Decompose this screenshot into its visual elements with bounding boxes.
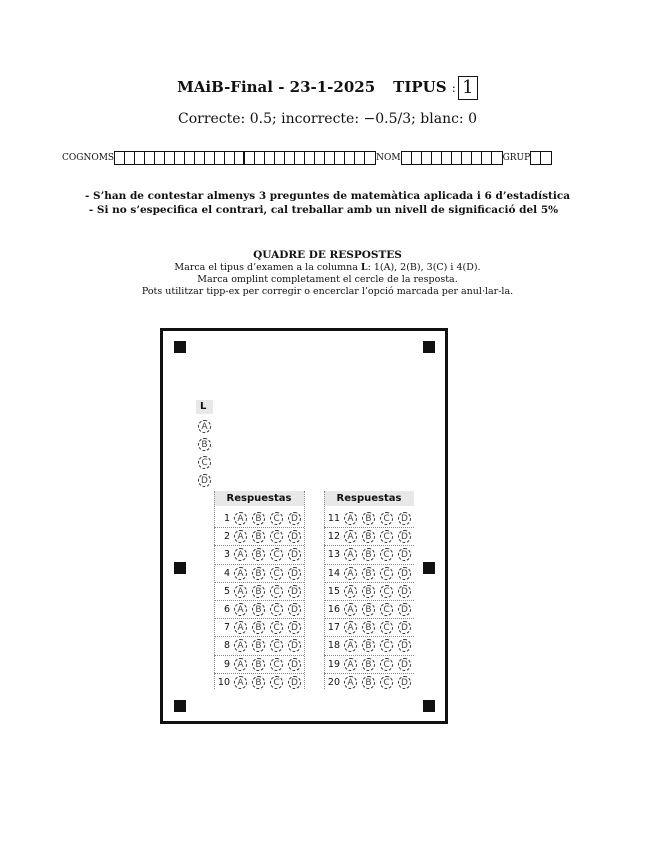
question-3-option-c-bubble[interactable]: C: [270, 548, 283, 561]
nom-char-box[interactable]: [462, 152, 472, 164]
question-19-option-b-bubble[interactable]: B: [362, 658, 375, 671]
question-2-option-b-bubble[interactable]: B: [252, 530, 265, 543]
nom-char-box[interactable]: [442, 152, 452, 164]
question-16-option-a-bubble[interactable]: A: [344, 603, 357, 616]
cog-char-box[interactable]: [255, 152, 265, 164]
cog-char-box[interactable]: [185, 152, 195, 164]
question-10-option-b-bubble[interactable]: B: [252, 676, 265, 689]
question-6-option-c-bubble[interactable]: C: [270, 603, 283, 616]
question-4-option-d-bubble[interactable]: D: [288, 567, 301, 580]
question-4-option-c-bubble[interactable]: C: [270, 567, 283, 580]
cog-char-box[interactable]: [355, 152, 365, 164]
cog-char-box[interactable]: [315, 152, 325, 164]
question-12-option-d-bubble[interactable]: D: [398, 530, 411, 543]
question-4-option-a-bubble[interactable]: A: [234, 567, 247, 580]
question-2-option-c-bubble[interactable]: C: [270, 530, 283, 543]
cog-char-box[interactable]: [115, 152, 125, 164]
question-number: 7: [223, 622, 230, 634]
rule-2: - Si no s’especifica el contrari, cal treballar amb un nivell de significació del 5%: [88, 204, 559, 216]
l-option-d-bubble[interactable]: D: [198, 474, 211, 487]
rules: [0, 189, 655, 217]
registration-mark-middle-left: [174, 562, 186, 574]
question-9-option-c-bubble[interactable]: C: [270, 658, 283, 671]
question-13-option-c-bubble[interactable]: C: [380, 548, 393, 561]
question-1-option-c-bubble[interactable]: C: [270, 512, 283, 525]
row-separator: [324, 636, 414, 637]
cog-char-box[interactable]: [245, 152, 255, 164]
question-13-option-a-bubble[interactable]: A: [344, 548, 357, 561]
question-7-option-b-bubble[interactable]: B: [252, 621, 265, 634]
question-number: 18: [327, 640, 340, 652]
question-12-option-c-bubble[interactable]: C: [380, 530, 393, 543]
cog-char-box[interactable]: [305, 152, 315, 164]
question-20-option-b-bubble[interactable]: B: [362, 676, 375, 689]
row-separator: [214, 618, 304, 619]
answer-sheet: [160, 328, 448, 724]
question-number: 2: [223, 531, 230, 543]
instruction-1-suffix: : 1(A), 2(B), 3(C) i 4(D).: [367, 262, 481, 273]
question-6-option-d-bubble[interactable]: D: [288, 603, 301, 616]
question-5-option-b-bubble[interactable]: B: [252, 585, 265, 598]
instruction-2: Marca omplint completament el cercle de la resposta.: [197, 274, 458, 285]
cog-char-box[interactable]: [335, 152, 345, 164]
question-17-option-d-bubble[interactable]: D: [398, 621, 411, 634]
nom-char-box[interactable]: [432, 152, 442, 164]
question-1-option-b-bubble[interactable]: B: [252, 512, 265, 525]
grup-label: GRUP: [502, 153, 531, 163]
question-18-option-a-bubble[interactable]: A: [344, 639, 357, 652]
cog-char-box[interactable]: [215, 152, 225, 164]
instruction-1-prefix: Marca el tipus d’examen a la columna: [174, 262, 361, 273]
grup-char-box[interactable]: [531, 152, 541, 164]
question-number: 3: [223, 549, 230, 561]
question-6-option-a-bubble[interactable]: A: [234, 603, 247, 616]
question-20-option-d-bubble[interactable]: D: [398, 676, 411, 689]
registration-mark-bottom-left: [174, 700, 186, 712]
question-18-option-d-bubble[interactable]: D: [398, 639, 411, 652]
question-17-option-c-bubble[interactable]: C: [380, 621, 393, 634]
question-number: 6: [223, 604, 230, 615]
question-5-option-d-bubble[interactable]: D: [288, 585, 301, 598]
nom-char-box[interactable]: [482, 152, 492, 164]
nom-label: NOM: [376, 153, 401, 163]
question-18-option-c-bubble[interactable]: C: [380, 639, 393, 652]
question-10-option-a-bubble[interactable]: A: [234, 676, 247, 689]
cog-char-box[interactable]: [265, 152, 275, 164]
cog-char-box[interactable]: [165, 152, 175, 164]
question-15-option-d-bubble[interactable]: D: [398, 585, 411, 598]
question-5-option-a-bubble[interactable]: A: [234, 585, 247, 598]
row-separator: [324, 582, 414, 583]
row-separator: [324, 527, 414, 528]
tipus-colon: :: [451, 81, 456, 95]
question-8-option-b-bubble[interactable]: B: [252, 639, 265, 652]
question-12-option-a-bubble[interactable]: A: [344, 530, 357, 543]
cog-char-box[interactable]: [225, 152, 235, 164]
question-number: 9: [223, 658, 230, 670]
cog-char-box[interactable]: [155, 152, 165, 164]
question-19-option-d-bubble[interactable]: D: [398, 658, 411, 671]
question-7-option-a-bubble[interactable]: A: [234, 621, 247, 634]
question-13-option-d-bubble[interactable]: D: [398, 548, 411, 561]
row-separator: [324, 618, 414, 619]
row-separator: [214, 582, 304, 583]
question-9-option-d-bubble[interactable]: D: [288, 658, 301, 671]
question-10-option-d-bubble[interactable]: D: [288, 676, 301, 689]
cog-char-box[interactable]: [125, 152, 135, 164]
row-separator: [324, 655, 414, 656]
question-15-option-b-bubble[interactable]: B: [362, 585, 375, 598]
cog-char-box[interactable]: [365, 152, 375, 164]
rule-1: - S’han de contestar almenys 3 preguntes de matemàtica aplicada i 6 d’estadística: [84, 190, 571, 202]
cognoms-boxes[interactable]: [114, 151, 376, 165]
question-3-option-b-bubble[interactable]: B: [252, 548, 265, 561]
row-separator: [214, 636, 304, 637]
cog-char-box[interactable]: [285, 152, 295, 164]
answer-box-instructions: [0, 262, 655, 298]
answers-header-right: Respuestas: [324, 491, 414, 506]
row-separator: [214, 527, 304, 528]
question-8-option-c-bubble[interactable]: C: [270, 639, 283, 652]
registration-mark-bottom-right: [423, 700, 435, 712]
question-number: 5: [223, 585, 230, 597]
question-8-option-d-bubble[interactable]: D: [288, 639, 301, 652]
row-separator: [324, 545, 414, 546]
scoring-line: Correcte: 0.5; incorrecte: −0.5/3; blanc: 0: [177, 111, 478, 127]
row-separator: [214, 655, 304, 656]
l-option-c-bubble[interactable]: C: [198, 456, 211, 469]
question-number: 8: [223, 640, 230, 652]
registration-mark-top-right: [423, 341, 435, 353]
instruction-1: [0, 262, 655, 274]
cog-char-box[interactable]: [175, 152, 185, 164]
row-separator: [324, 673, 414, 674]
question-1-option-d-bubble[interactable]: D: [288, 512, 301, 525]
question-number: 12: [327, 531, 340, 543]
cog-char-box[interactable]: [345, 152, 355, 164]
question-20-option-a-bubble[interactable]: A: [344, 676, 357, 689]
cog-char-box[interactable]: [275, 152, 285, 164]
question-1-option-a-bubble[interactable]: A: [234, 512, 247, 525]
question-14-option-c-bubble[interactable]: C: [380, 567, 393, 580]
nom-boxes[interactable]: [401, 151, 503, 165]
question-11-option-b-bubble[interactable]: B: [362, 512, 375, 525]
cog-char-box[interactable]: [135, 152, 145, 164]
question-12-option-b-bubble[interactable]: B: [362, 530, 375, 543]
registration-mark-top-left: [174, 341, 186, 353]
nom-char-box[interactable]: [412, 152, 422, 164]
question-14-option-b-bubble[interactable]: B: [362, 567, 375, 580]
l-option-a-bubble[interactable]: A: [198, 420, 211, 433]
question-17-option-b-bubble[interactable]: B: [362, 621, 375, 634]
nom-char-box[interactable]: [492, 152, 502, 164]
cognoms-label: COGNOMS: [62, 153, 115, 163]
question-2-option-a-bubble[interactable]: A: [234, 530, 247, 543]
question-5-option-c-bubble[interactable]: C: [270, 585, 283, 598]
question-16-option-c-bubble[interactable]: C: [380, 603, 393, 616]
instruction-1-bold: L: [360, 262, 368, 273]
l-option-b-bubble[interactable]: B: [198, 438, 211, 451]
question-19-option-a-bubble[interactable]: A: [344, 658, 357, 671]
question-number: 10: [217, 676, 230, 688]
question-3-option-d-bubble[interactable]: D: [288, 548, 301, 561]
question-16-option-b-bubble[interactable]: B: [362, 603, 375, 616]
row-separator: [324, 600, 414, 601]
question-number: 14: [327, 567, 340, 579]
question-number: 17: [327, 622, 340, 634]
question-number: 16: [327, 604, 340, 615]
nom-char-box[interactable]: [422, 152, 432, 164]
cog-char-box[interactable]: [325, 152, 335, 164]
question-10-option-c-bubble[interactable]: C: [270, 676, 283, 689]
cog-char-box[interactable]: [145, 152, 155, 164]
question-17-option-a-bubble[interactable]: A: [344, 621, 357, 634]
question-number: 13: [327, 549, 340, 561]
cog-char-box[interactable]: [205, 152, 215, 164]
row-separator: [214, 564, 304, 565]
exam-title: [0, 76, 655, 100]
cog-char-box[interactable]: [295, 152, 305, 164]
question-7-option-d-bubble[interactable]: D: [288, 621, 301, 634]
registration-mark-middle-right: [423, 562, 435, 574]
question-2-option-d-bubble[interactable]: D: [288, 530, 301, 543]
question-8-option-a-bubble[interactable]: A: [234, 639, 247, 652]
question-15-option-a-bubble[interactable]: A: [344, 585, 357, 598]
question-18-option-b-bubble[interactable]: B: [362, 639, 375, 652]
question-14-option-a-bubble[interactable]: A: [344, 567, 357, 580]
question-number: 1: [223, 513, 230, 524]
question-15-option-c-bubble[interactable]: C: [380, 585, 393, 598]
question-9-option-a-bubble[interactable]: A: [234, 658, 247, 671]
question-4-option-b-bubble[interactable]: B: [252, 567, 265, 580]
answers-header-left: Respuestas: [214, 491, 304, 506]
question-11-option-a-bubble[interactable]: A: [344, 512, 357, 525]
instruction-3: Pots utilitzar tipp-ex per corregir o encerclar l’opció marcada per anul·lar-la.: [141, 286, 514, 297]
question-6-option-b-bubble[interactable]: B: [252, 603, 265, 616]
column-separator-middle: [304, 491, 305, 689]
l-column-label: L: [200, 401, 207, 412]
grup-boxes[interactable]: [530, 151, 552, 165]
question-7-option-c-bubble[interactable]: C: [270, 621, 283, 634]
question-9-option-b-bubble[interactable]: B: [252, 658, 265, 671]
nom-char-box[interactable]: [452, 152, 462, 164]
row-separator: [214, 545, 304, 546]
question-11-option-d-bubble[interactable]: D: [398, 512, 411, 525]
answer-box-title: QUADRE DE RESPOSTES: [253, 249, 402, 261]
grup-char-box[interactable]: [541, 152, 551, 164]
question-19-option-c-bubble[interactable]: C: [380, 658, 393, 671]
row-separator: [214, 673, 304, 674]
id-fields: [62, 151, 552, 165]
question-number: 15: [327, 585, 340, 597]
row-separator: [214, 600, 304, 601]
cog-char-box[interactable]: [235, 152, 245, 164]
question-14-option-d-bubble[interactable]: D: [398, 567, 411, 580]
nom-char-box[interactable]: [402, 152, 412, 164]
tipus-label: TIPUS: [393, 78, 447, 96]
question-20-option-c-bubble[interactable]: C: [380, 676, 393, 689]
question-number: 4: [223, 567, 230, 579]
tipus-value-box: 1: [458, 76, 478, 100]
question-11-option-c-bubble[interactable]: C: [380, 512, 393, 525]
question-number: 19: [327, 658, 340, 670]
question-16-option-d-bubble[interactable]: D: [398, 603, 411, 616]
row-separator: [324, 564, 414, 565]
nom-char-box[interactable]: [472, 152, 482, 164]
question-3-option-a-bubble[interactable]: A: [234, 548, 247, 561]
cog-char-box[interactable]: [195, 152, 205, 164]
question-number: 20: [327, 676, 340, 688]
question-13-option-b-bubble[interactable]: B: [362, 548, 375, 561]
exam-title-text: MAiB-Final - 23-1-2025: [177, 78, 376, 96]
question-number: 11: [327, 513, 340, 524]
